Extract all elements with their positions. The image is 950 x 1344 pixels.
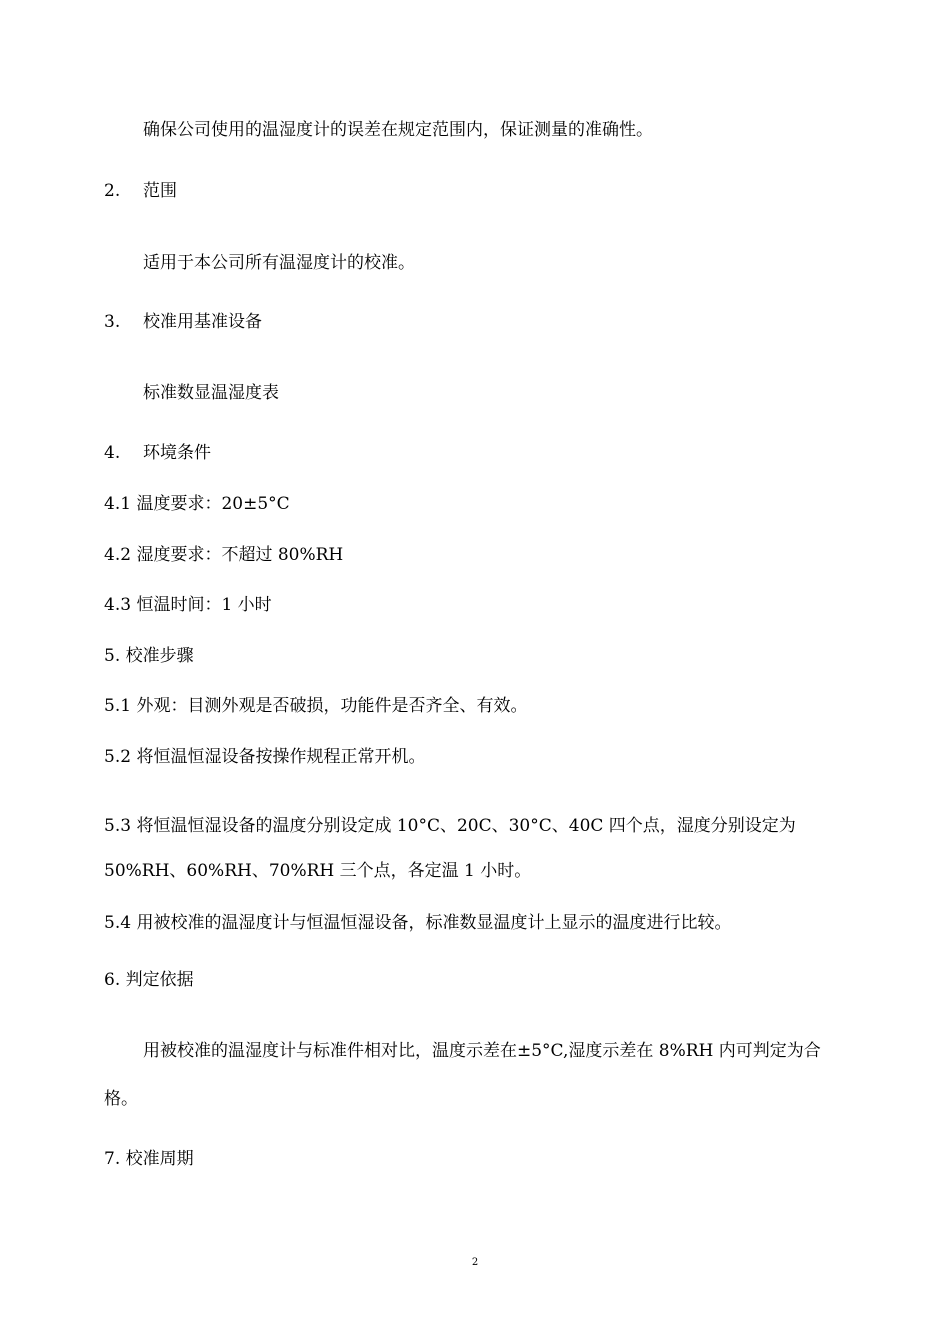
- section-3-body: 标准数显温湿度表: [143, 383, 279, 403]
- section-4-item-humidity: 4.2 湿度要求：不超过 80%RH: [104, 545, 344, 565]
- section-3-title: 校准用基准设备: [143, 312, 262, 332]
- section-5-item-3-line2: 50%RH、60%RH、70%RH 三个点，各定温 1 小时。: [104, 861, 532, 881]
- section-2-title: 范围: [143, 181, 177, 201]
- section-5-heading: 5. 校准步骤: [104, 646, 194, 666]
- section-2-number: 2.: [104, 181, 121, 201]
- section-2-body: 适用于本公司所有温湿度计的校准。: [143, 253, 415, 273]
- section-4-title: 环境条件: [143, 443, 211, 463]
- purpose-paragraph: 确保公司使用的温湿度计的误差在规定范围内，保证测量的准确性。: [143, 120, 653, 140]
- section-7-heading: 7. 校准周期: [104, 1149, 194, 1169]
- section-5-item-2: 5.2 将恒温恒湿设备按操作规程正常开机。: [104, 747, 426, 767]
- section-5-item-1: 5.1 外观：目测外观是否破损，功能件是否齐全、有效。: [104, 696, 528, 716]
- section-5-item-3-line1: 5.3 将恒温恒湿设备的温度分别设定成 10°C、20C、30°C、40C 四个点，湿度分别设定为: [104, 816, 796, 836]
- section-4-item-temperature: 4.1 温度要求：20±5°C: [104, 494, 290, 514]
- section-6-body-line1: 用被校准的温湿度计与标准件相对比，温度示差在±5°C,湿度示差在 8%RH 内可判定为合: [143, 1041, 821, 1061]
- section-6-body-line2: 格。: [104, 1089, 138, 1109]
- section-4-item-time: 4.3 恒温时间：1 小时: [104, 595, 272, 615]
- page-number: 2: [471, 1257, 479, 1268]
- section-4-number: 4.: [104, 443, 121, 463]
- section-5-item-4: 5.4 用被校准的温湿度计与恒温恒湿设备，标准数显温度计上显示的温度进行比较。: [104, 913, 732, 933]
- section-6-heading: 6. 判定依据: [104, 970, 194, 990]
- section-3-number: 3.: [104, 312, 121, 332]
